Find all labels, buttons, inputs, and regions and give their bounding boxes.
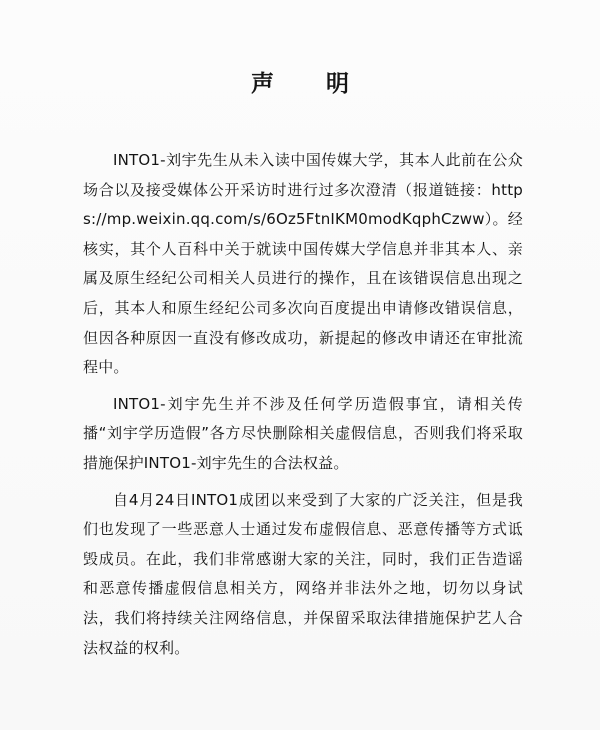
page-title: 声 明 [250,71,371,97]
statement-body [83,146,523,670]
paragraph-1: INTO1-刘宇先生从未入读中国传媒大学，其本人此前在公众场合以及接受媒体公开采访时进行过多次澄清（报道链接：https://mp.weixin.qq.com/s/6Oz5FtnIKM0modKqphCzww）。经核实，其个人百科中关于就读中国传媒大学信息并非其本人、亲属及原生经纪公司相关人员进行的操作，且在该错误信息出现之后，其本人和原生经纪公司多次向百度提出申请修改错误信息，但因各种原因一直没有修改成功，新提起的修改申请还在审批流程中。 [83,151,523,377]
paragraph-2: INTO1-刘宇先生并不涉及任何学历造假事宜，请相关传播“刘宇学历造假”各方尽快删除相关虚假信息，否则我们将采取措施保护INTO1-刘宇先生的合法权益。 [83,394,523,472]
paragraph-3: 自4月24日INTO1成团以来受到了大家的广泛关注，但是我们也发现了一些恶意人士通过发布虚假信息、恶意传播等方式诋毁成员。在此，我们非常感谢大家的关注，同时，我们正告造谣和恶意传播虚假信息相关方，网络并非法外之地，切勿以身试法，我们将持续关注网络信息，并保留采取法律措施保护艺人合法权益的权利。 [83,490,523,657]
